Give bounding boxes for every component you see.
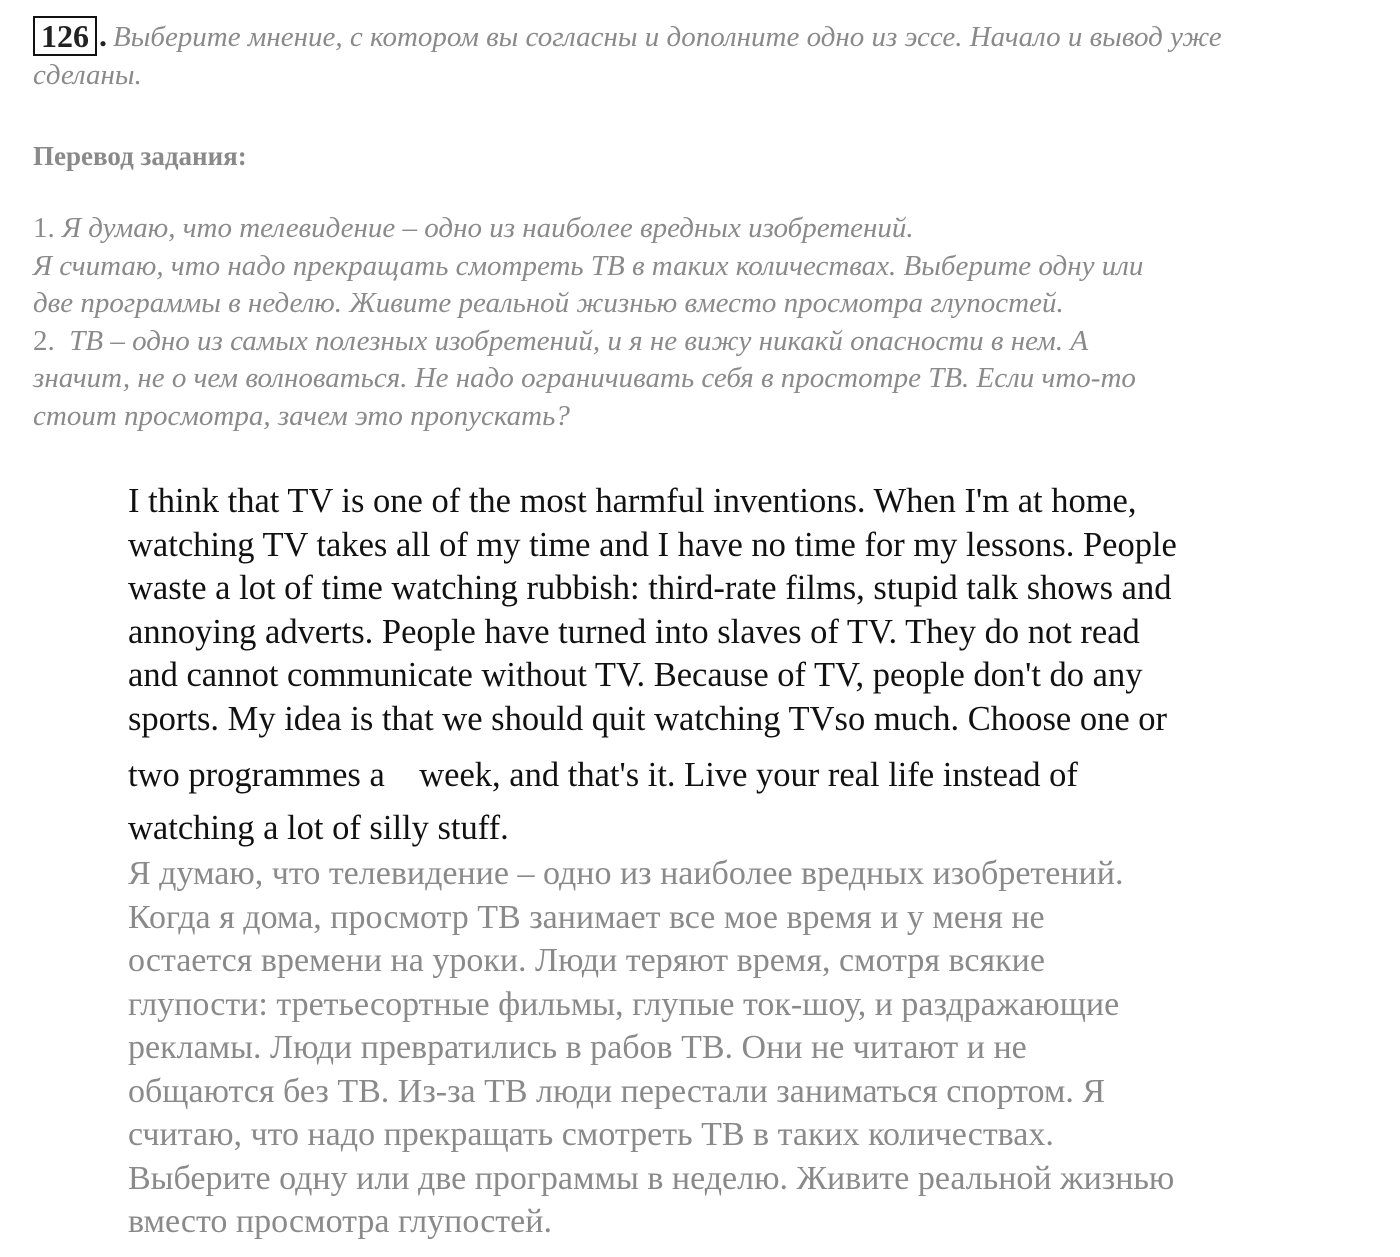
- opinion-2-text-1: ТВ – одно из самых полезных изобретений, и я не вижу никакй опасности в нем. А: [69, 324, 1089, 357]
- task-instruction: Выберите мнение, с котором вы согласны и дополните одно из эссе. Начало и вывод уже сделаны.: [33, 21, 1222, 91]
- opinion-1-line-3: две программы в неделю. Живите реальной жизнью вместо просмотра глупостей.: [33, 287, 1064, 319]
- english-essay-line: sports. My idea is that we should quit watching TVso much. Choose one or: [128, 699, 1168, 738]
- task-number-dot: .: [99, 17, 107, 53]
- russian-essay-line: считаю, что надо прекращать смотреть ТВ в таких количествах.: [128, 1116, 1054, 1153]
- opinion-2-number: 2.: [33, 324, 55, 357]
- translation-heading: Перевод задания:: [33, 141, 247, 171]
- opinion-2-line-3: стоит просмотра, зачем это пропускать?: [33, 399, 570, 432]
- russian-essay: [128, 852, 1348, 1244]
- english-essay-line: I think that TV is one of the most harmful inventions. When I'm at home,: [128, 482, 1137, 520]
- english-essay-line: two programmes a week, and that's it. Live your real life instead of: [128, 756, 1078, 794]
- task-header: [33, 16, 1333, 94]
- russian-essay-line: глупости: третьесортные фильмы, глупые ток-шоу, и раздражающие: [128, 985, 1120, 1023]
- english-essay: [128, 480, 1328, 851]
- opinion-1-line-1: [33, 210, 1333, 248]
- russian-essay-line: вместо просмотра глупостей.: [128, 1203, 552, 1240]
- opinion-2-line-2: значит, не о чем волноваться. Не надо ограничивать себя в простотре ТВ. Если что-то: [33, 362, 1136, 394]
- english-essay-line: watching TV takes all of my time and I have no time for my lessons. People: [128, 525, 1177, 564]
- english-essay-line: annoying adverts. People have turned into slaves of TV. They do not read: [128, 612, 1140, 651]
- russian-essay-line: Я думаю, что телевидение – одно из наиболее вредных изобретений.: [128, 855, 1124, 892]
- russian-essay-line: Выберите одну или две программы в неделю. Живите реальной жизнью: [128, 1159, 1175, 1197]
- opinion-2-line-1: [33, 323, 1333, 361]
- opinions-block: [33, 210, 1333, 435]
- opinion-1-number: 1.: [33, 212, 55, 244]
- russian-essay-line: общаются без ТВ. Из-за ТВ люди перестали заниматься спортом. Я: [128, 1072, 1106, 1110]
- russian-essay-line: рекламы. Люди превратились в рабов ТВ. Они не читают и не: [128, 1029, 1027, 1066]
- russian-essay-line: Когда я дома, просмотр ТВ занимает все мое время и у меня не: [128, 898, 1045, 936]
- russian-essay-line: остается времени на уроки. Люди теряют время, смотря всякие: [128, 942, 1045, 979]
- english-essay-line: and cannot communicate without TV. Because of TV, people don't do any: [128, 656, 1143, 694]
- task-number-box: 126: [33, 16, 97, 56]
- english-essay-line: watching a lot of silly stuff.: [128, 809, 509, 847]
- english-essay-line: waste a lot of time watching rubbish: third-rate films, stupid talk shows and: [128, 569, 1172, 607]
- opinion-1-line-2: Я считаю, что надо прекращать смотреть ТВ в таких количествах. Выберите одну или: [33, 249, 1144, 282]
- opinion-1-text-1: Я думаю, что телевидение – одно из наиболее вредных изобретений.: [62, 212, 914, 244]
